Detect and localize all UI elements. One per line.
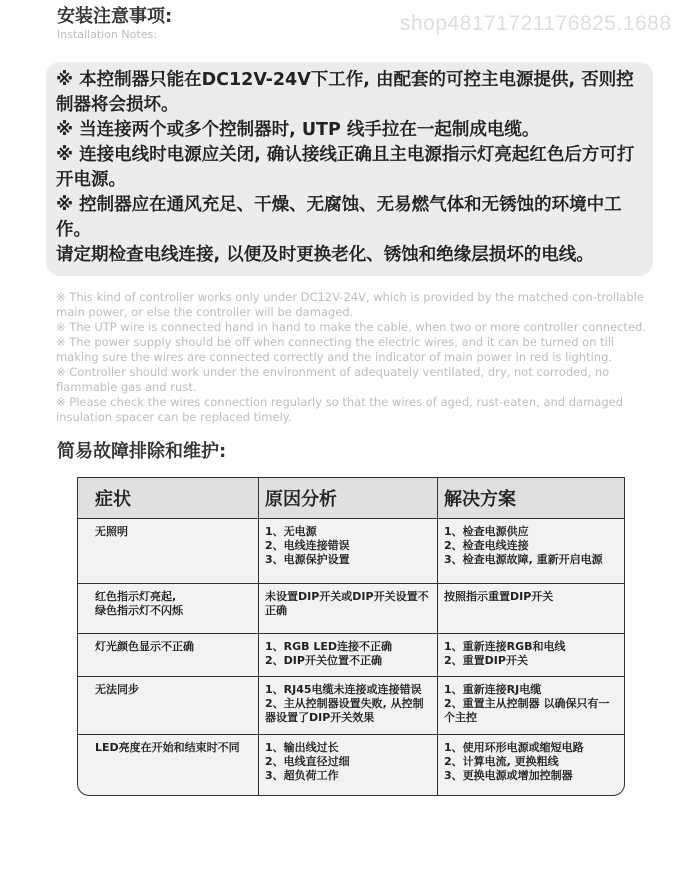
cell-cause: 1、输出线过长 2、电线直径过细 3、超负荷工作 — [259, 735, 438, 795]
table-row — [78, 519, 624, 584]
installation-notes-subtitle: Installation Notes: — [57, 28, 157, 41]
troubleshooting-title: 简易故障排除和维护: — [57, 441, 227, 462]
table-row — [78, 634, 624, 677]
troubleshooting-table — [77, 477, 625, 796]
cell-solution: 1、重新连接RGB和电线 2、重置DIP开关 — [438, 634, 624, 677]
table-row — [78, 584, 624, 634]
cell-cause: 1、无电源 2、电线连接错误 3、电源保护设置 — [259, 519, 438, 584]
cell-solution: 1、检查电源供应 2、检查电线连接 3、检查电源故障, 重新开启电源 — [438, 519, 624, 584]
note-en: ※ Controller should work under the environment of adequately ventilated, dry, not corroded, no flammable gas and rust. — [56, 365, 610, 394]
header-symptom: 症状 — [78, 478, 259, 519]
note-cn: ※ 控制器应在通风充足、干燥、无腐蚀、无易燃气体和无锈蚀的环境中工作。 — [56, 195, 622, 240]
table-row — [78, 677, 624, 735]
note-cn: 请定期检查电线连接, 以便及时更换老化、锈蚀和绝缘层损坏的电线。 — [56, 245, 594, 265]
cell-solution: 1、使用环形电源或缩短电路 2、计算电流, 更换粗线 3、更换电源或增加控制器 — [444, 741, 584, 782]
cell-symptom: 灯光颜色显示不正确 — [78, 634, 259, 677]
cell-symptom: 红色指示灯亮起, 绿色指示灯不闪烁 — [78, 584, 259, 634]
cell-symptom: 无法同步 — [78, 677, 259, 735]
note-cn: ※ 本控制器只能在DC12V-24V下工作, 由配套的可控主电源提供, 否则控制器将会损坏。 — [56, 70, 634, 115]
note-en: ※ This kind of controller works only under DC12V-24V, which is provided by the matched con-trollable main power, or else the controller will be damaged. — [56, 290, 644, 319]
table-header-row — [78, 478, 624, 519]
notes-en — [56, 290, 646, 425]
cell-symptom: 无照明 — [78, 519, 259, 584]
cell-solution: 1、重新连接RJ电缆 2、重置主从控制器 以确保只有一个主控 — [438, 677, 624, 735]
cell-solution: 按照指示重置DIP开关 — [438, 584, 624, 634]
note-en: ※ Please check the wires connection regularly so that the wires of aged, rust-eaten, and damaged insulation spacer can be replaced timely. — [56, 395, 624, 424]
notes-cn-box — [46, 62, 653, 276]
cell-cause: 未设置DIP开关或DIP开关设置不正确 — [259, 584, 438, 634]
header-solution: 解决方案 — [438, 478, 624, 519]
cell-cause: 1、RJ45电缆未连接或连接错误 2、主从控制器设置失败, 从控制器设置了DIP开关效果 — [259, 677, 438, 735]
installation-notes-title: 安装注意事项: — [57, 6, 173, 27]
table-row — [78, 735, 624, 795]
watermark: shop48171721176825.1688 — [400, 12, 672, 35]
note-en: ※ The power supply should be off when connecting the electric wires, and it can be turned on till making sure the wires are connected correctly and the indicator of main power in red is lighting. — [56, 335, 615, 364]
cell-cause: 1、RGB LED连接不正确 2、DIP开关位置不正确 — [259, 634, 438, 677]
note-cn: ※ 连接电线时电源应关闭, 确认接线正确且主电源指示灯亮起红色后方可打开电源。 — [56, 145, 635, 190]
header-cause: 原因分析 — [259, 478, 438, 519]
cell-symptom: LED亮度在开始和结束时不同 — [78, 735, 259, 795]
note-en: ※ The UTP wire is connected hand in hand to make the cable, when two or more controller connected. — [56, 320, 646, 334]
note-cn: ※ 当连接两个或多个控制器时, UTP 线手拉在一起制成电缆。 — [56, 120, 540, 140]
